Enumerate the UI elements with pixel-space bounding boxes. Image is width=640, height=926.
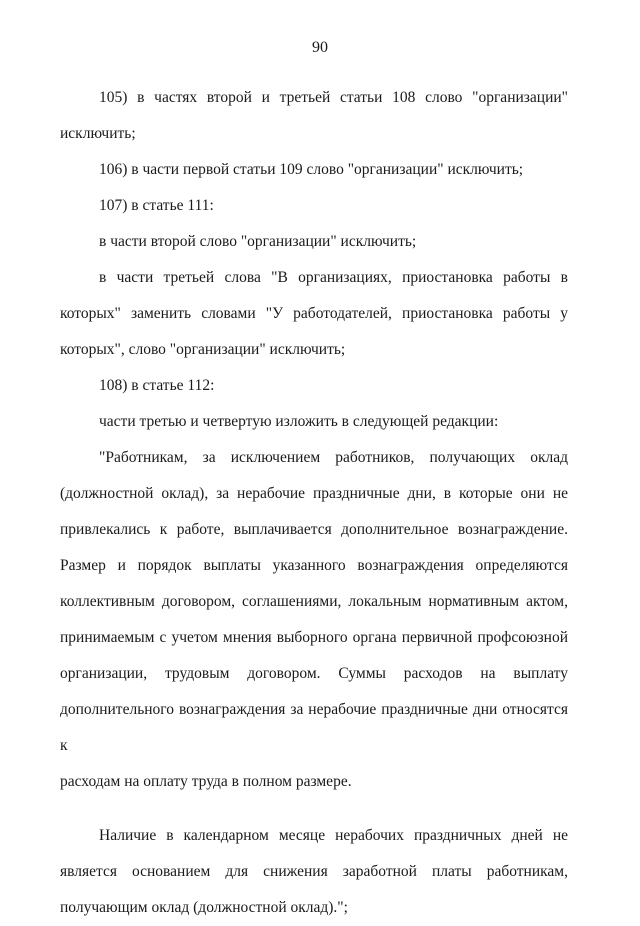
item-107-part-3-line-2: которых" заменить словами "У работодателей, приостановка работы у [60,305,568,322]
quote-1-line: расходам на оплату труда в полном размере. [60,773,352,790]
quote-1-line: "Работникам, за исключением работников, получающих оклад [99,449,568,466]
quote-2-line: получающим оклад (должностной оклад)."; [60,899,348,916]
quote-2-line: является основанием для снижения заработной платы работникам, [60,863,568,880]
item-108-parts: части третью и четвертую изложить в следующей редакции: [99,413,499,430]
quote-2-line: Наличие в календарном месяце нерабочих праздничных дней не [99,827,568,844]
quote-paragraph-2 [60,818,568,926]
quote-1-line: Размер и порядок выплаты указанного вознаграждения определяются [60,557,568,574]
item-107-part-2: в части второй слово "организации" исключить; [99,233,417,250]
quote-1-line: принимаемым с учетом мнения выборного органа первичной профсоюзной [60,629,568,646]
item-105-line-2: исключить; [60,125,136,142]
quote-1-line: (должностной оклад), за нерабочие праздничные дни, в которые они не [60,485,568,502]
item-107: 107) в статье 111: [99,197,214,214]
quote-1-line: организации, трудовым договором. Суммы расходов на выплату [60,665,568,682]
quote-1-line: коллективным договором, соглашениями, локальным нормативным актом, [60,593,568,610]
quote-1-line: привлекались к работе, выплачивается дополнительное вознаграждение. [60,521,568,538]
item-108: 108) в статье 112: [99,377,215,394]
item-106: 106) в части первой статьи 109 слово "организации" исключить; [99,161,524,178]
document-body [60,80,568,926]
item-107-part-3-line-3: которых", слово "организации" исключить; [60,341,346,358]
page-number: 90 [312,39,328,56]
item-107-part-3-line-1: в части третьей слова "В организациях, приостановка работы в [99,269,568,286]
quote-paragraph-1 [60,440,568,800]
item-105-line-1: 105) в частях второй и третьей статьи 108 слово "организации" [99,89,568,106]
quote-1-line: дополнительного вознаграждения за нерабочие праздничные дни относятся к [60,701,568,754]
